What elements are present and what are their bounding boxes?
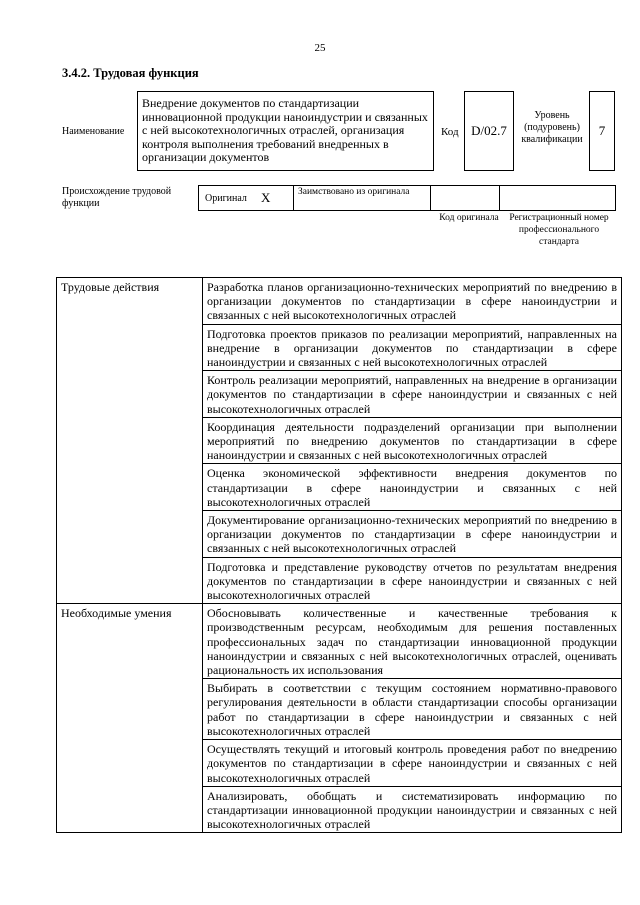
- skill-item: Обосновывать количественные и качественные требования к производственным ресурсам, необходимым для решения поставленных профессиональных задач по стандартизации инновационной продукции наноиндустрии и связанных с ней высокотехнологичных отраслей, оценивать рациональность их использования: [203, 604, 622, 679]
- origin-label: Происхождение трудовой функции: [62, 186, 172, 209]
- borrowed-cell: [293, 185, 431, 211]
- action-item: Контроль реализации мероприятий, направленных на внедрение в организации документов по стандартизации в сфере наноиндустрии и связанных с ней высокотехнологичных отраслей: [203, 371, 622, 418]
- code-original-label: Код оригинала: [439, 213, 499, 223]
- original-cell: [198, 185, 294, 211]
- action-item: Подготовка и представление руководству отчетов по результатам внедрения документов по стандартизации в сфере наноиндустрии и связанных с ней высокотехнологичных отраслей: [203, 557, 622, 604]
- skill-item: Анализировать, обобщать и систематизировать информацию по стандартизации инновационной продукции наноиндустрии и связанных с ней высокотехнологичных отраслей: [203, 786, 622, 833]
- action-item: Разработка планов организационно-технических мероприятий по внедрению в организации документов по стандартизации в сфере наноиндустрии и связанных с ней высокотехнологичных отраслей: [203, 278, 622, 325]
- code-value: D/02.7: [471, 123, 507, 138]
- action-item: Подготовка проектов приказов по реализации мероприятий, направленных на внедрение в организации документов по стандартизации в сфере наноиндустрии и связанных с ней высокотехнологичных отраслей: [203, 324, 622, 371]
- section-title: 3.4.2. Трудовая функция: [62, 66, 199, 80]
- code-original-cell: [430, 185, 500, 211]
- function-table: [56, 277, 622, 833]
- code-label: Код: [441, 126, 459, 138]
- action-item: Оценка экономической эффективности внедрения документов по стандартизации в сфере наноиндустрии и связанных с ней высокотехнологичных отраслей: [203, 464, 622, 511]
- level-label: Уровень (подуровень) квалификации: [521, 110, 583, 145]
- reg-number-label: Регистрационный номер профессионального стандарта: [509, 213, 609, 247]
- table-row: [57, 278, 622, 325]
- action-item: Документирование организационно-технических мероприятий по внедрению в организации документов по стандартизации в сфере наноиндустрии и связанных с ней высокотехнологичных отраслей: [203, 511, 622, 558]
- reg-number-cell: [499, 185, 616, 211]
- table-row: [57, 604, 622, 679]
- skill-item: Выбирать в соответствии с текущим состоянием нормативно-правового регулирования деятельности в области стандартизации способы организации работ по стандартизации в сфере наноиндустрии и связанных с ней высокотехнологичных отраслей: [203, 679, 622, 740]
- original-mark: X: [261, 190, 271, 205]
- original-label: Оригинал: [205, 193, 247, 204]
- category-cell: Трудовые действия: [57, 278, 203, 604]
- level-value-box: [589, 91, 615, 171]
- level-value: 7: [598, 123, 606, 138]
- name-label: Наименование: [62, 126, 125, 137]
- category-cell: Необходимые умения: [57, 604, 203, 833]
- function-name-box: Внедрение документов по стандартизации инновационной продукции наноиндустрии и связанных с ней высокотехнологичных отраслей, организация контроля выполнения требований внедренных в организации документов: [137, 91, 434, 171]
- page-number: 25: [314, 42, 326, 54]
- code-value-box: [464, 91, 514, 171]
- action-item: Координация деятельности подразделений организации при выполнении мероприятий по внедрению документов по стандартизации в сфере наноиндустрии и связанных с ней высокотехнологичных отраслей: [203, 417, 622, 464]
- skill-item: Осуществлять текущий и итоговый контроль проведения работ по внедрению документов по стандартизации в сфере наноиндустрии и связанных с ней высокотехнологичных отраслей: [203, 740, 622, 787]
- borrowed-label: Заимствовано из оригинала: [298, 187, 410, 197]
